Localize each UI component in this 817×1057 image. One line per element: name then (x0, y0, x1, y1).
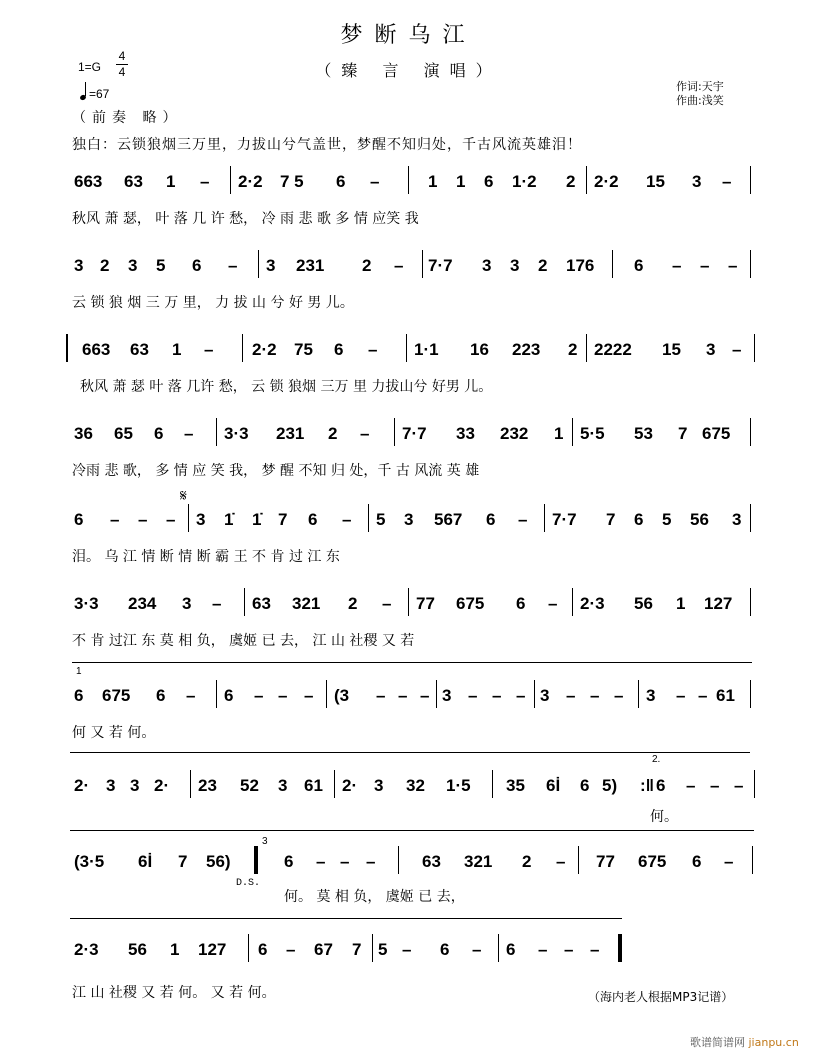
dash: – (316, 852, 326, 871)
note: 6 (156, 686, 166, 705)
note: 3 (374, 776, 384, 795)
note: 231 (296, 256, 325, 275)
note: 1 (456, 172, 466, 191)
dash: – (700, 256, 710, 275)
dash: – (394, 256, 404, 275)
note: 3 (646, 686, 656, 705)
note: 7·7 (428, 256, 453, 275)
volta-3-label: 3 (262, 836, 268, 847)
barline (534, 680, 535, 708)
note: 53 (634, 424, 653, 443)
note: 3 (442, 686, 452, 705)
dash: – (212, 594, 222, 613)
note: 2 (566, 172, 576, 191)
barline (750, 680, 751, 708)
barline (544, 504, 545, 532)
note: 6 (336, 172, 346, 191)
song-title: 梦断乌江 (340, 23, 477, 48)
note: 231 (276, 424, 305, 443)
time-signature-top: 4 (118, 49, 126, 63)
note: (3 (334, 686, 350, 705)
note: 2 (522, 852, 532, 871)
double-barline (254, 846, 258, 874)
barline (334, 770, 335, 798)
dash: – (492, 686, 502, 705)
note: 1 (428, 172, 438, 191)
note: 32 (406, 776, 425, 795)
note: 77 (596, 852, 615, 871)
note: 6İ (546, 776, 561, 795)
dash: – (304, 686, 314, 705)
barline (754, 334, 755, 362)
note: 52 (240, 776, 259, 795)
note: 1̇ (252, 510, 262, 529)
note: 3 (540, 686, 550, 705)
lyrics: 云 锁 狼 烟 三 万 里， 力 拔 山 兮 好 男 儿。 (72, 295, 354, 311)
note: 15 (662, 340, 681, 359)
note: 6 (74, 686, 84, 705)
dash: – (724, 852, 734, 871)
note: 2 (100, 256, 110, 275)
note: 67 (314, 940, 333, 959)
dash: – (564, 940, 574, 959)
note: 6 (154, 424, 164, 443)
dash: – (186, 686, 196, 705)
dash: – (472, 940, 482, 959)
note: 1·5 (446, 776, 471, 795)
dash: – (286, 940, 296, 959)
note: 7 (678, 424, 688, 443)
barline (188, 504, 189, 532)
note: 3 (510, 256, 520, 275)
lyrics: 冷雨 悲 歌， 多 情 应 笑 我， 梦 醒 不知 归 处，千 古 风流 英 雄 (72, 463, 480, 479)
dash: – (676, 686, 686, 705)
note: 3 (182, 594, 192, 613)
score-line-1 (72, 166, 752, 196)
note: 3 (404, 510, 414, 529)
barline (572, 418, 573, 446)
score-line-7 (72, 680, 752, 710)
note: 3 (732, 510, 742, 529)
note: 3 (128, 256, 138, 275)
note: 232 (500, 424, 529, 443)
note: 5) (602, 776, 618, 795)
dash: – (370, 172, 380, 191)
dash: – (360, 424, 370, 443)
dash: – (518, 510, 528, 529)
note: 1 (170, 940, 180, 959)
note: 321 (292, 594, 321, 613)
note: 1 (676, 594, 686, 613)
barline (750, 588, 751, 616)
lyrics: 秋风 萧 瑟 叶 落 几许 愁， 云 锁 狼烟 三万 里 力拔山兮 好男 儿。 (80, 379, 493, 395)
dash: – (138, 510, 148, 529)
score-line-10 (72, 934, 752, 964)
note: 2222 (594, 340, 632, 359)
barline (408, 588, 409, 616)
note: 33 (456, 424, 475, 443)
note: 675 (702, 424, 731, 443)
volta-line-3 (70, 830, 754, 831)
lyrics: 何。 莫 相 负， 虞姬 已 去， (284, 889, 465, 905)
note: 5·5 (580, 424, 605, 443)
dash: – (468, 686, 478, 705)
score-line-9 (72, 846, 752, 876)
dash: – (590, 940, 600, 959)
divider (70, 752, 750, 753)
note: 3 (278, 776, 288, 795)
barline (750, 504, 751, 532)
note: 7·7 (402, 424, 427, 443)
barline (368, 504, 369, 532)
note: 6 (258, 940, 268, 959)
note: 5 (662, 510, 672, 529)
dash: – (398, 686, 408, 705)
barline (572, 588, 573, 616)
score-line-4 (72, 418, 752, 448)
watermark-site: jianpu.cn (748, 1036, 799, 1049)
barline (754, 770, 755, 798)
dash: – (278, 686, 288, 705)
lyrics-line-5 (72, 546, 752, 566)
note: 7 (352, 940, 362, 959)
composer: 作曲:浅笑 (676, 94, 724, 107)
lyrics-line-7 (72, 722, 752, 742)
time-signature-bottom: 4 (118, 65, 126, 79)
note: 6 (440, 940, 450, 959)
lyrics-line-9 (72, 886, 752, 906)
note: 675 (456, 594, 485, 613)
barline (372, 934, 373, 962)
time-signature (116, 50, 128, 79)
barline (436, 680, 437, 708)
note: 3·3 (74, 594, 99, 613)
barline (406, 334, 407, 362)
barline (216, 418, 217, 446)
note: 65 (114, 424, 133, 443)
note: 35 (506, 776, 525, 795)
dash: – (366, 852, 376, 871)
dash: – (342, 510, 352, 529)
note: 3 (196, 510, 206, 529)
note: 6 (516, 594, 526, 613)
note: 567 (434, 510, 463, 529)
note: 127 (198, 940, 227, 959)
note: 2 (568, 340, 578, 359)
note: 2· (74, 776, 90, 795)
note: 56) (206, 852, 231, 871)
barline (244, 588, 245, 616)
barline (258, 250, 259, 278)
volta-2-label: 2. (652, 754, 661, 765)
dash: – (698, 686, 708, 705)
dash: – (204, 340, 214, 359)
dash: – (376, 686, 386, 705)
note: 6 (692, 852, 702, 871)
dash: – (672, 256, 682, 275)
note: 6 (486, 510, 496, 529)
note: 16 (470, 340, 489, 359)
note: 7·7 (552, 510, 577, 529)
barline (638, 680, 639, 708)
note: 63 (130, 340, 149, 359)
barline (326, 680, 327, 708)
dash: – (722, 172, 732, 191)
barline (398, 846, 399, 874)
note: 5 (156, 256, 166, 275)
barline (422, 250, 423, 278)
lyrics-line-3 (72, 376, 752, 396)
barline (498, 934, 499, 962)
lyrics: 秋风 萧 瑟， 叶 落 几 许 愁， 冷 雨 悲 歌 多 情 应笑 我 (72, 211, 419, 227)
note: 2 (348, 594, 358, 613)
lyricist: 作词:天宇 (676, 80, 724, 93)
note: 2·2 (252, 340, 277, 359)
segno-icon: 𝄋 (180, 486, 187, 505)
dash: – (368, 340, 378, 359)
note: 6 (192, 256, 202, 275)
note: 1·2 (512, 172, 537, 191)
dash: – (566, 686, 576, 705)
dash: – (538, 940, 548, 959)
note: 3 (106, 776, 116, 795)
note: 15 (646, 172, 665, 191)
tempo-value: =67 (89, 87, 110, 101)
score-line-6 (72, 588, 752, 618)
note: 3 (74, 256, 84, 275)
note: 663 (82, 340, 111, 359)
lyrics-line-2 (72, 292, 752, 312)
barline (394, 418, 395, 446)
lyrics-line-6 (72, 630, 752, 650)
note: 63 (252, 594, 271, 613)
note: (3·5 (74, 852, 105, 871)
note: 36 (74, 424, 93, 443)
dash: – (420, 686, 430, 705)
watermark (690, 1034, 799, 1050)
barline (750, 166, 751, 194)
note: 2 (362, 256, 372, 275)
note: 6 (308, 510, 318, 529)
divider (70, 918, 622, 919)
barline (750, 418, 751, 446)
barline (612, 250, 613, 278)
lyrics: 何 又 若 何。 (72, 725, 156, 741)
dash: – (340, 852, 350, 871)
dash: – (200, 172, 210, 191)
note: 56 (128, 940, 147, 959)
lyrics: 江 山 社稷 又 若 何。 又 若 何。 (72, 985, 276, 1001)
transcriber-note: （海内老人根据MP3记谱） (588, 990, 734, 1004)
score-line-8 (72, 770, 752, 800)
dash: – (516, 686, 526, 705)
repeat-end: :‖ (640, 776, 655, 795)
note: 234 (128, 594, 157, 613)
note: 61 (304, 776, 323, 795)
note: 6 (224, 686, 234, 705)
note: 6 (506, 940, 516, 959)
note: 6 (634, 510, 644, 529)
credits (676, 80, 724, 108)
barline (190, 770, 191, 798)
lyrics-line-4 (72, 460, 752, 480)
note: 6 (656, 776, 666, 795)
performer-subtitle: （臻 言 演唱） (315, 61, 502, 80)
barline (230, 166, 231, 194)
barline (248, 934, 249, 962)
note: 3·3 (224, 424, 249, 443)
note: 176 (566, 256, 595, 275)
note: 223 (512, 340, 541, 359)
barline (752, 846, 753, 874)
lyrics-line-8 (72, 806, 752, 826)
note: 2 (538, 256, 548, 275)
note: 63 (124, 172, 143, 191)
note: 23 (198, 776, 217, 795)
note: 1̇ (224, 510, 234, 529)
note: 675 (638, 852, 667, 871)
intro-note: （前奏 略） (72, 110, 183, 126)
note: 321 (464, 852, 493, 871)
note: 2 (328, 424, 338, 443)
note: 7 (278, 510, 288, 529)
note: 2·3 (580, 594, 605, 613)
dash: – (402, 940, 412, 959)
note: 7 5 (280, 172, 304, 191)
key-signature: 1=G (78, 60, 102, 74)
barline (216, 680, 217, 708)
note: 3 (482, 256, 492, 275)
note: 5 (376, 510, 386, 529)
dash: – (166, 510, 176, 529)
lyrics: 不 肯 过江 东 莫 相 负， 虞姬 已 去， 江 山 社稷 又 若 (72, 633, 415, 649)
note: 63 (422, 852, 441, 871)
score-line-5 (72, 504, 752, 534)
watermark-cn: 歌谱简谱网 (690, 1036, 745, 1049)
note: 3 (692, 172, 702, 191)
score-line-3 (72, 334, 752, 364)
final-barline (618, 934, 622, 962)
note: 3 (266, 256, 276, 275)
barline (408, 166, 409, 194)
dash: – (254, 686, 264, 705)
note: 2·2 (238, 172, 263, 191)
dash: – (382, 594, 392, 613)
note: 6 (284, 852, 294, 871)
barline (492, 770, 493, 798)
lyrics: 何。 (650, 809, 678, 825)
note: 56 (690, 510, 709, 529)
dash: – (228, 256, 238, 275)
note: 6 (334, 340, 344, 359)
note: 2· (342, 776, 358, 795)
note: 5 (378, 940, 388, 959)
note: 2· (154, 776, 170, 795)
lyrics: 泪。 乌 江 情 断 情 断 霸 王 不 肯 过 江 东 (72, 549, 340, 565)
note: 6İ (138, 852, 153, 871)
note: 61 (716, 686, 735, 705)
dash: – (710, 776, 720, 795)
note: 75 (294, 340, 313, 359)
note: 1 (554, 424, 564, 443)
note: 1·1 (414, 340, 439, 359)
dash: – (556, 852, 566, 871)
lyrics-line-1 (72, 208, 752, 228)
note: 6 (580, 776, 590, 795)
dash: – (728, 256, 738, 275)
note: 1 (166, 172, 176, 191)
note: 1 (172, 340, 182, 359)
monologue: 独白：云锁狼烟三万里，力拔山兮气盖世，梦醒不知归处，千古风流英雄泪！ (72, 137, 582, 153)
note: 77 (416, 594, 435, 613)
volta-line-1 (72, 662, 752, 663)
note: 6 (634, 256, 644, 275)
note: 6 (74, 510, 84, 529)
volta-1-label: 1 (76, 666, 82, 677)
repeat-start (66, 334, 68, 362)
barline (586, 334, 587, 362)
dash: – (548, 594, 558, 613)
barline (578, 846, 579, 874)
note: 663 (74, 172, 103, 191)
barline (750, 250, 751, 278)
note: 6 (484, 172, 494, 191)
note: 2·2 (594, 172, 619, 191)
dash: – (732, 340, 742, 359)
tempo-marking (80, 84, 109, 101)
dash: – (734, 776, 744, 795)
dash: – (184, 424, 194, 443)
dash: – (686, 776, 696, 795)
ds-marking: D.S. (236, 878, 261, 889)
note: 56 (634, 594, 653, 613)
score-line-2 (72, 250, 752, 280)
note: 2·3 (74, 940, 99, 959)
dash: – (614, 686, 624, 705)
note: 127 (704, 594, 733, 613)
dash: – (110, 510, 120, 529)
barline (242, 334, 243, 362)
note: 7 (178, 852, 188, 871)
barline (586, 166, 587, 194)
note: 675 (102, 686, 131, 705)
note: 3 (706, 340, 716, 359)
dash: – (590, 686, 600, 705)
note: 7 (606, 510, 616, 529)
note: 3 (130, 776, 140, 795)
